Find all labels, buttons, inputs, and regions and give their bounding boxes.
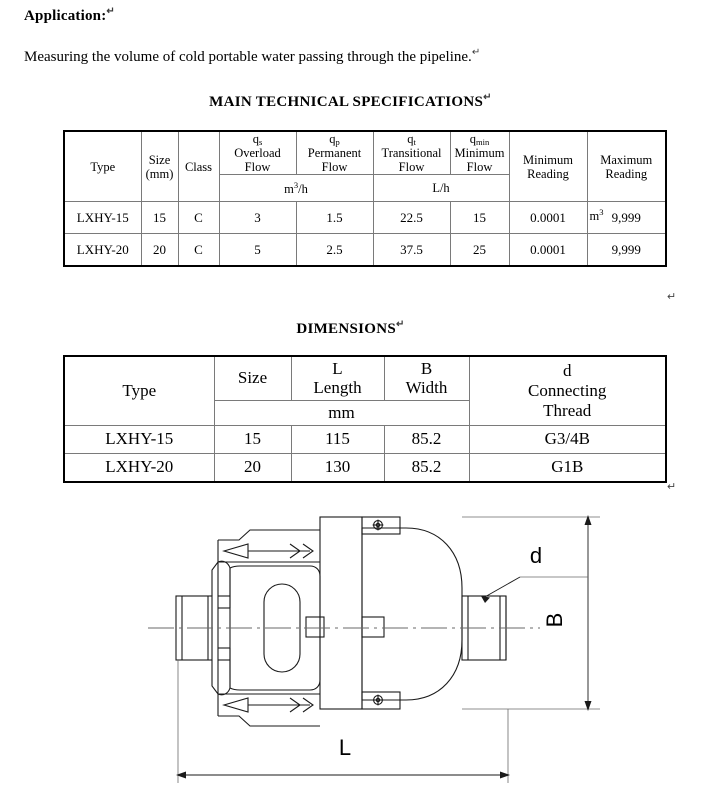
header-width-name: Width — [405, 378, 448, 398]
header-permanent-flow — [296, 131, 373, 175]
dimension-l — [176, 660, 510, 783]
header-type: Type — [64, 356, 214, 425]
cell-maximum-reading: 9,999 — [587, 202, 666, 234]
header-length — [291, 356, 384, 400]
header-overload-line1: Overload — [234, 146, 281, 161]
table-row — [64, 234, 666, 267]
header-size-unit: (mm) — [145, 166, 174, 181]
dimension-d-leader — [481, 577, 588, 603]
header-thread — [469, 356, 666, 425]
flow-arrow-top — [224, 544, 313, 558]
header-maximum-reading-line2: Reading — [605, 166, 648, 181]
cell-minimum-flow: 25 — [450, 234, 509, 267]
cell-width: 85.2 — [384, 453, 469, 482]
header-size — [141, 131, 178, 202]
paragraph-mark-icon: ↵ — [667, 291, 677, 303]
spec-table-title — [0, 92, 701, 111]
header-thread-line2: Thread — [543, 400, 592, 420]
cell-transitional-flow: 37.5 — [373, 234, 450, 267]
unit-flow-lh: L/h — [373, 175, 509, 202]
cell-overload-flow: 3 — [219, 202, 296, 234]
table-row — [64, 425, 666, 453]
application-description-text: Measuring the volume of cold portable water passing through the pipeline. — [24, 49, 472, 65]
header-overload-symbol: $q_s$ — [252, 132, 263, 147]
cell-permanent-flow: 2.5 — [296, 234, 373, 267]
table-row — [64, 453, 666, 482]
header-type: Type — [64, 131, 141, 202]
cell-overload-flow: 5 — [219, 234, 296, 267]
header-permanent-line2: Flow — [321, 160, 348, 175]
cell-class: C — [178, 202, 219, 234]
paragraph-mark-icon: ↵ — [483, 92, 492, 103]
header-transitional-symbol: $q_t$ — [407, 132, 416, 147]
header-length-name: Length — [313, 378, 362, 398]
header-class: Class — [178, 131, 219, 202]
label-thread-d: d — [529, 543, 543, 568]
cell-transitional-flow: 22.5 — [373, 202, 450, 234]
header-transitional-line1: Transitional — [381, 146, 442, 161]
header-size: Size — [214, 356, 291, 400]
header-minimum-reading-line2: Reading — [527, 166, 569, 181]
header-minimum-reading — [509, 131, 587, 202]
dimensions-table-title — [0, 319, 701, 338]
meter-body — [320, 517, 462, 709]
cell-permanent-flow: 1.5 — [296, 202, 373, 234]
application-description — [24, 47, 480, 66]
dimensions-header-row — [64, 356, 666, 400]
cell-minimum-flow: 15 — [450, 202, 509, 234]
cell-type: LXHY-15 — [64, 425, 214, 453]
paragraph-mark-icon: ↵ — [396, 319, 405, 330]
paragraph-mark-icon: ↵ — [106, 6, 116, 17]
header-maximum-reading — [587, 131, 666, 202]
header-transitional-flow — [373, 131, 450, 175]
cell-width: 85.2 — [384, 425, 469, 453]
cell-type: LXHY-15 — [64, 202, 141, 234]
header-minimum-reading-line1: Minimum — [522, 152, 573, 167]
header-overload-line2: Flow — [244, 160, 271, 175]
unit-reading-m3: $m^3$ — [589, 207, 604, 224]
header-minimum-line1: Minimum — [454, 146, 505, 161]
spec-table-title-text: MAIN TECHNICAL SPECIFICATIONS — [209, 94, 484, 110]
header-minimum-symbol: $q_{min}$ — [469, 132, 490, 147]
paragraph-mark-icon: ↵ — [471, 47, 481, 58]
header-overload-flow — [219, 131, 296, 175]
header-width-symbol: B — [420, 358, 433, 378]
center-spigot-left — [306, 617, 324, 637]
dimensions-table — [63, 355, 667, 483]
label-length-l: L — [338, 735, 352, 760]
paragraph-mark-icon: ↵ — [667, 481, 677, 493]
header-minimum-flow — [450, 131, 509, 175]
spec-header-row — [64, 131, 666, 175]
cell-size: 15 — [214, 425, 291, 453]
cell-minimum-reading: 0.0001 — [509, 202, 587, 234]
dimensions-table-title-text: DIMENSIONS — [296, 321, 396, 337]
header-thread-line1: Connecting — [528, 380, 607, 400]
header-size-label: Size — [148, 152, 171, 167]
header-length-symbol: L — [332, 358, 343, 378]
header-transitional-line2: Flow — [398, 160, 425, 175]
header-minimum-line2: Flow — [466, 160, 493, 175]
cell-maximum-reading: 9,999 — [587, 234, 666, 267]
header-permanent-symbol: $q_p$ — [329, 132, 340, 147]
cell-type: LXHY-20 — [64, 453, 214, 482]
label-width-b: B — [542, 612, 567, 628]
cell-type: LXHY-20 — [64, 234, 141, 267]
cell-thread: G1B — [469, 453, 666, 482]
unit-flow-m3h: $m^3/h$ — [219, 175, 373, 202]
specifications-table — [63, 130, 667, 267]
application-heading-text: Application: — [24, 8, 107, 24]
cell-length: 115 — [291, 425, 384, 453]
water-meter-drawing — [0, 500, 701, 798]
application-heading — [24, 6, 115, 25]
header-permanent-line1: Permanent — [307, 146, 362, 161]
cell-size: 15 — [141, 202, 178, 234]
cell-thread: G3/4B — [469, 425, 666, 453]
header-maximum-reading-line1: Maximum — [600, 152, 653, 167]
cell-class: C — [178, 234, 219, 267]
header-thread-symbol: d — [563, 361, 572, 381]
header-width — [384, 356, 469, 400]
flow-arrow-bottom — [224, 698, 313, 712]
unit-mm: mm — [214, 400, 469, 425]
cell-size: 20 — [141, 234, 178, 267]
cell-size: 20 — [214, 453, 291, 482]
cell-length: 130 — [291, 453, 384, 482]
cell-minimum-reading: 0.0001 — [509, 234, 587, 267]
